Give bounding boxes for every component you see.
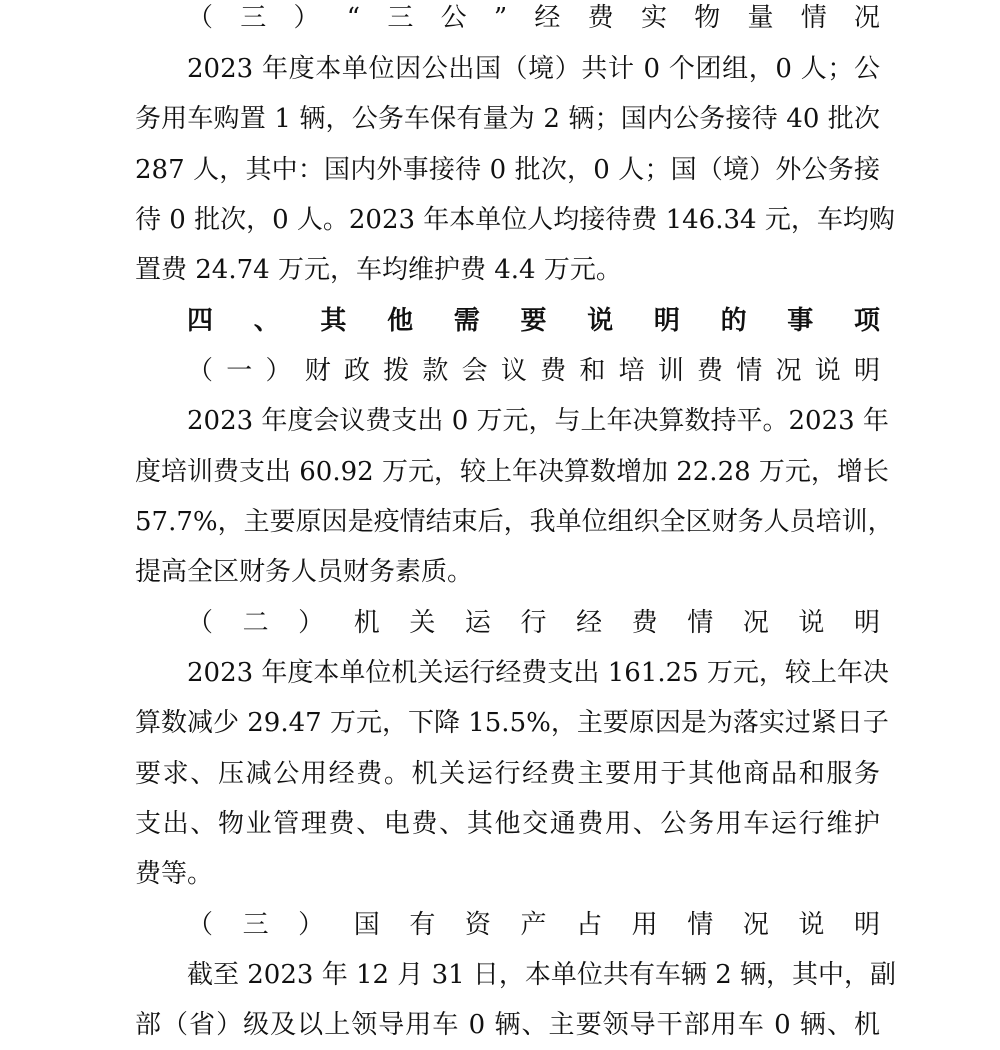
paragraph-line: 287 人，其中：国内外事接待 0 批次，0 人；国（境）外公务接 (135, 155, 880, 185)
section-heading-operating-expenses: （二）机关运行经费情况说明 (187, 608, 880, 638)
paragraph-line: 2023 年度会议费支出 0 万元，与上年决算数持平。2023 年 (187, 406, 889, 436)
paragraph-line: 部（省）级及以上领导用车 0 辆、主要领导干部用车 0 辆、机 (135, 1010, 880, 1040)
paragraph-line: 要求、压减公用经费。机关运行经费主要用于其他商品和服务 (135, 759, 880, 789)
paragraph-line: 算数减少 29.47 万元，下降 15.5%，主要原因是为落实过紧日子 (135, 708, 889, 738)
paragraph-line: 费等。 (135, 859, 214, 889)
chapter-heading-other-matters: 四、其他需要说明的事项 (187, 306, 880, 336)
section-heading-meeting-training: （一）财政拨款会议费和培训费情况说明 (187, 356, 880, 386)
paragraph-line: 提高全区财务人员财务素质。 (135, 557, 474, 587)
paragraph-line: 57.7%，主要原因是疫情结束后，我单位组织全区财务人员培训， (135, 507, 894, 537)
paragraph-line: 务用车购置 1 辆，公务车保有量为 2 辆；国内公务接待 40 批次 (135, 104, 880, 134)
paragraph-line: 置费 24.74 万元，车均维护费 4.4 万元。 (135, 255, 622, 285)
paragraph-line: 截至 2023 年 12 月 31 日，本单位共有车辆 2 辆，其中，副 (187, 960, 896, 990)
paragraph-line: 2023 年度本单位机关运行经费支出 161.25 万元，较上年决 (187, 658, 889, 688)
paragraph-line: 支出、物业管理费、电费、其他交通费用、公务用车运行维护 (135, 809, 880, 839)
paragraph-line: 待 0 批次，0 人。2023 年本单位人均接待费 146.34 元，车均购 (135, 205, 895, 235)
paragraph-line: 2023 年度本单位因公出国（境）共计 0 个团组，0 人；公 (187, 54, 880, 84)
paragraph-line: 度培训费支出 60.92 万元，较上年决算数增加 22.28 万元，增长 (135, 457, 889, 487)
section-heading-three-public-quantity: （三）“三公”经费实物量情况 (187, 3, 880, 33)
section-heading-state-assets: （三）国有资产占用情况说明 (187, 910, 880, 940)
